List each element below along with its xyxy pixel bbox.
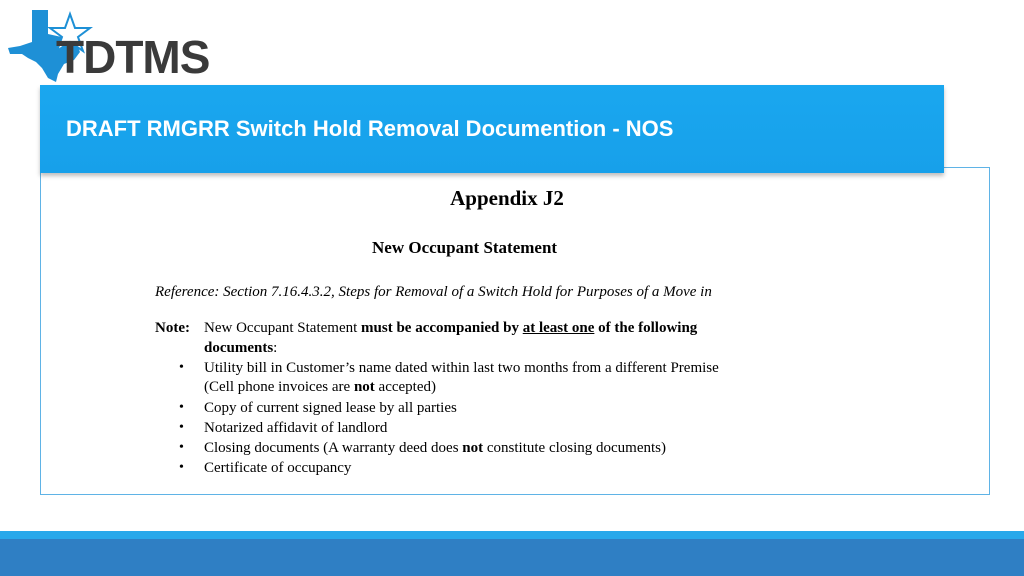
list-item-emphasis: not: [353, 379, 375, 395]
footer-bar: [0, 539, 1024, 576]
document-subtitle: New Occupant Statement: [372, 238, 558, 257]
note-text: New Occupant Statement: [204, 320, 362, 336]
list-item: Notarized affidavit of landlord: [204, 420, 388, 436]
tdtms-logo: [6, 8, 236, 84]
bullet-icon: •: [179, 360, 184, 375]
title-banner: [40, 85, 944, 173]
reference-line: Reference: Section 7.16.4.3.2, Steps for Removal of a Switch Hold for Purposes of a Move in: [155, 284, 712, 300]
note-emphasis: must be accompanied by: [361, 320, 523, 336]
note-label: Note:: [155, 320, 190, 336]
note-text-line-2: [204, 338, 277, 358]
bullet-icon: •: [179, 420, 184, 435]
logo-text: TDTMS: [56, 31, 210, 83]
list-item-continuation: [204, 377, 436, 397]
list-item-text: Closing documents (A warranty deed does: [204, 440, 463, 456]
note-emphasis: documents: [204, 340, 274, 356]
bullet-icon: •: [179, 460, 184, 475]
list-item-text: (Cell phone invoices are: [204, 379, 354, 395]
list-item-emphasis: not: [462, 440, 484, 456]
list-item: [204, 438, 666, 458]
slide-title: DRAFT RMGRR Switch Hold Removal Documention - NOS: [66, 116, 674, 141]
footer-accent-strip: [0, 531, 1024, 539]
list-item-text: accepted): [374, 379, 436, 395]
list-item: Utility bill in Customer’s name dated within last two months from a different Premise: [204, 360, 719, 376]
note-underlined: at least one: [522, 320, 595, 336]
list-item-text: constitute closing documents): [483, 440, 667, 456]
appendix-title: Appendix J2: [450, 186, 564, 210]
list-item: Certificate of occupancy: [204, 460, 352, 476]
bullet-icon: •: [179, 440, 184, 455]
bullet-icon: •: [179, 400, 184, 415]
list-item: Copy of current signed lease by all parties: [204, 400, 457, 416]
note-text: :: [273, 340, 278, 356]
note-text-line-1: [204, 318, 697, 338]
note-emphasis: of the following: [594, 320, 698, 336]
